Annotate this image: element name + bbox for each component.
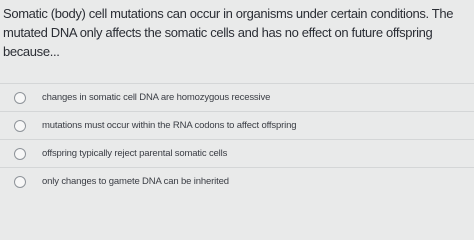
radio-button[interactable] [14, 120, 26, 132]
answer-option-label: mutations must occur within the RNA codons to affect offspring [42, 120, 297, 131]
answer-option-label: changes in somatic cell DNA are homozygous recessive [42, 92, 271, 103]
answer-option-label: only changes to gamete DNA can be inherited [42, 176, 229, 187]
radio-button[interactable] [14, 92, 26, 104]
answer-option-3[interactable] [0, 139, 474, 167]
answer-option-2[interactable] [0, 111, 474, 139]
answer-option-4[interactable] [0, 167, 474, 195]
answer-options [0, 83, 474, 195]
question-text: Somatic (body) cell mutations can occur in organisms under certain conditions. The mutated DNA only affects the somatic cells and has no effect on future offspring because... [3, 6, 454, 59]
radio-button[interactable] [14, 176, 26, 188]
answer-option-label: offspring typically reject parental somatic cells [42, 148, 228, 159]
radio-button[interactable] [14, 148, 26, 160]
answer-option-1[interactable] [0, 83, 474, 111]
